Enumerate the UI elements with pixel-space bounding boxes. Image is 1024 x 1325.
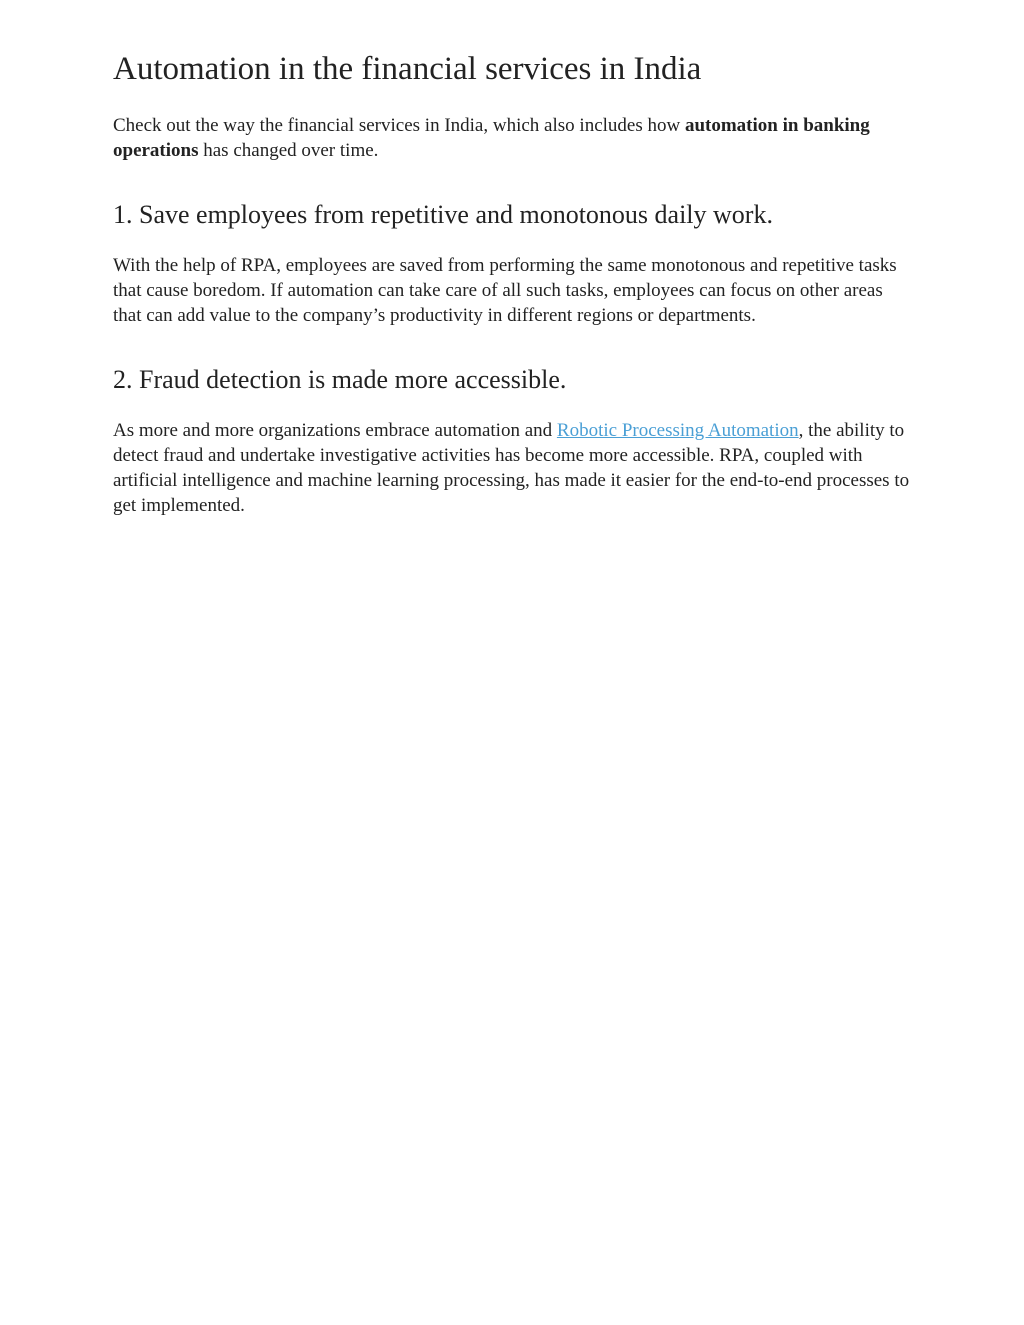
document-page	[113, 49, 913, 518]
intro-text-after: has changed over time.	[198, 140, 379, 161]
section-1-heading: 1. Save employees from repetitive and monotonous daily work.	[113, 200, 773, 229]
section-2-heading: 2. Fraud detection is made more accessible.	[113, 365, 567, 394]
robotic-processing-automation-link[interactable]: Robotic Processing Automation	[556, 420, 799, 441]
intro-bold-phrase: automation in banking operations	[113, 115, 870, 161]
document-title: Automation in the financial services in India	[113, 51, 702, 87]
intro-paragraph	[113, 113, 913, 163]
section-2-text-after: , the ability to detect fraud and undertake investigative activities has become more accessible. RPA, coupled with artificial intelligence and machine learning processing, has made it easier for the end-to-end processes to get implemented.	[113, 420, 910, 516]
section-2-body	[113, 418, 913, 518]
section-1-body: With the help of RPA, employees are saved from performing the same monotonous and repetitive tasks that cause boredom. If automation can take care of all such tasks, employees can focus on other areas that can add value to the company’s productivity in different regions or departments.	[113, 255, 897, 326]
section-2-text-before: As more and more organizations embrace automation and	[113, 420, 557, 441]
intro-text-before: Check out the way the financial services in India, which also includes how	[113, 115, 685, 136]
